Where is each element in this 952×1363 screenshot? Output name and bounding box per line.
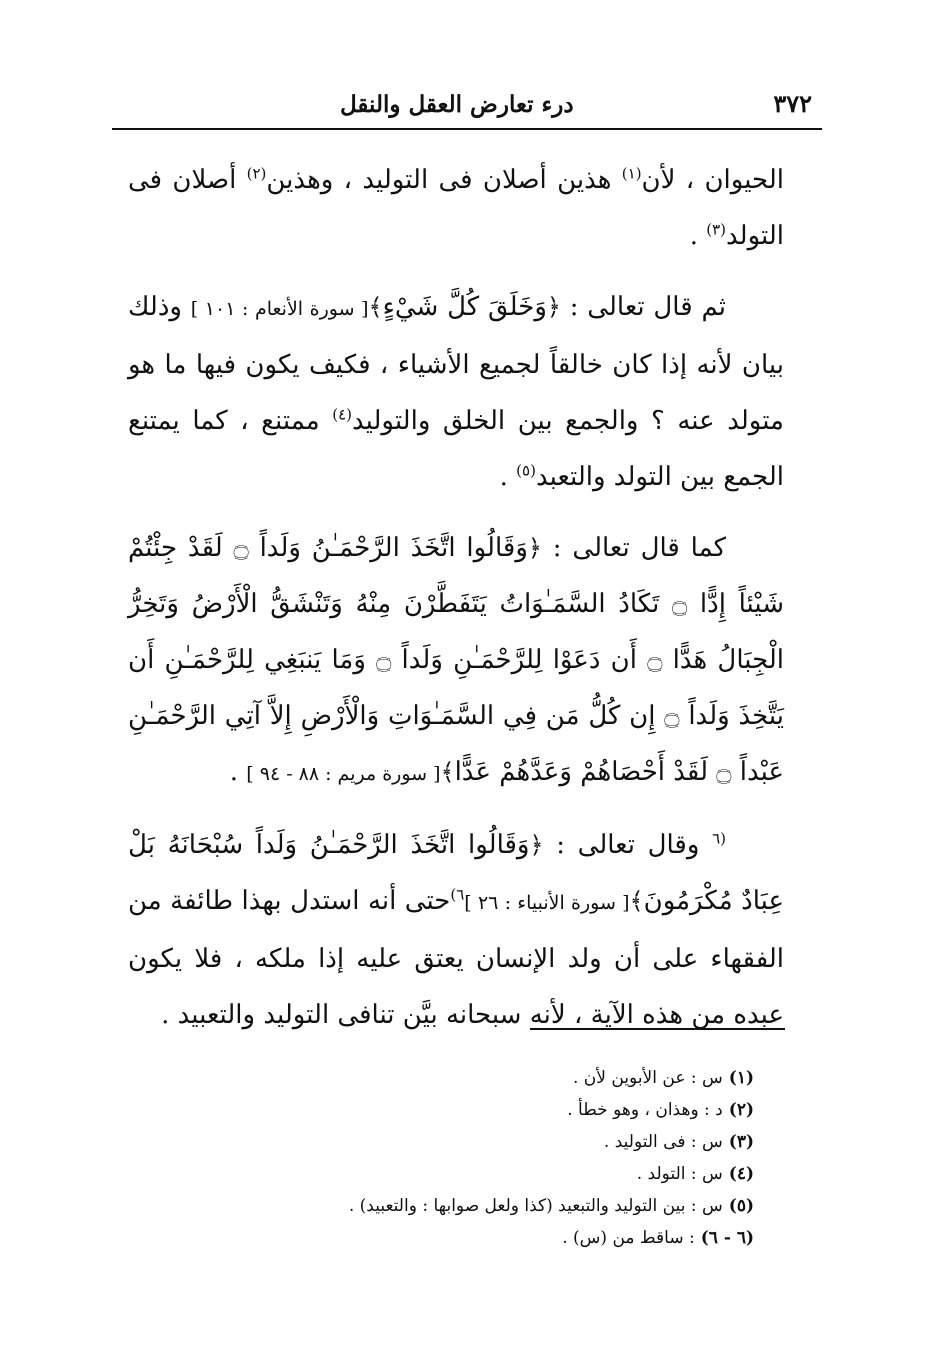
surah-reference: [ سورة مريم : ٨٨ - ٩٤ ]	[246, 763, 441, 785]
text-run: الحيوان ، لأن	[641, 165, 784, 195]
footnote-item	[194, 1094, 754, 1126]
footnote-marker: (٣)	[706, 220, 726, 239]
text-run: هذين أصلان فى التوليد ، وهذين	[266, 165, 622, 195]
footnote-number: (٣)	[728, 1132, 754, 1152]
text-run: ثم قال تعالى :	[560, 292, 726, 322]
text-run: .	[229, 757, 247, 787]
surah-reference: [ سورة الأنبياء : ٢٦ ]	[464, 892, 630, 914]
running-title: درء تعارض العقل والنقل	[340, 91, 574, 118]
footnote-item	[194, 1190, 754, 1222]
footnote-number: (٦ - ٦)	[700, 1228, 754, 1248]
paragraph-1	[128, 152, 784, 264]
footnote-marker: (٢)	[246, 164, 267, 183]
paragraph-3	[128, 520, 784, 802]
footnote-marker: (٥)	[516, 461, 536, 480]
text-run: ممتنع ، كما يمتنع الجمع بين التولد والتعبد	[128, 406, 784, 492]
text-run: وذلك بيان لأنه إذا كان خالقاً لجميع الأشياء ، فكيف يكون فيها ما هو متولد عنه ؟ والجمع بين الخلق والتوليد	[128, 292, 784, 436]
text-run: وقال تعالى :	[543, 830, 713, 860]
surah-reference: [ سورة الأنعام : ١٠١ ]	[190, 298, 369, 320]
footnote-item	[194, 1222, 754, 1254]
text-run: كما قال تعالى :	[541, 533, 726, 563]
text-run: أصلان فى التولد	[128, 165, 784, 251]
footnote-number: (٤)	[728, 1164, 754, 1184]
header-rule	[112, 128, 822, 130]
footnote-marker: (٤)	[332, 405, 352, 424]
footnote-rule	[530, 1028, 785, 1030]
paragraph-4	[128, 817, 784, 1043]
footnote-text: : ساقط من (س) .	[562, 1228, 695, 1248]
text-run: .	[689, 221, 707, 251]
quran-bracket-close: ﴾	[440, 758, 455, 786]
footnote-marker: ٦)	[450, 885, 465, 904]
footnote-item	[194, 1062, 754, 1094]
page-header	[110, 78, 822, 118]
quran-verse: وَقَالُوا اتَّخَذَ الرَّحْمَـٰنُ وَلَداً ۝ لَقَدْ جِئْتُمْ شَيْئاً إِدًّا ۝ تَكَادُ السَّمَـٰوَاتُ يَتَفَطَّرْنَ مِنْهُ وَتَنْشَقُّ الْأَرْضُ وَتَخِرُّ الْجِبَالُ هَدًّا ۝ أَن دَعَوْا لِلرَّحْمَـٰنِ وَلَداً ۝ وَمَا يَنبَغِي لِلرَّحْمَـٰنِ أَن يَتَّخِذَ وَلَداً ۝ إِن كُلُّ مَن فِي السَّمَـٰوَاتِ وَالْأَرْضِ إِلاَّ آتِي الرَّحْمَـٰنِ عَبْداً ۝ لَقَدْ أَحْصَاهُمْ وَعَدَّهُمْ عَدًّا	[128, 533, 785, 787]
quran-verse: وَقَالُوا اتَّخَذَ الرَّحْمَـٰنُ وَلَداً سُبْحَانَهُ بَلْ عِبَادٌ مُكْرَمُونَ	[128, 830, 784, 916]
main-text	[128, 152, 784, 1058]
quran-verse: وَخَلَقَ كُلَّ شَيْءٍ	[382, 292, 547, 322]
footnote-number: (٢)	[728, 1100, 754, 1120]
quran-bracket-close: ﴾	[629, 887, 644, 915]
footnote-marker: (١)	[621, 164, 642, 183]
footnote-text: س : فى التوليد .	[603, 1132, 723, 1152]
page-number: ٣٧٢	[773, 89, 812, 118]
quran-bracket-open: ﴿	[546, 293, 561, 321]
footnotes	[194, 1062, 754, 1254]
paragraph-2	[128, 279, 784, 505]
footnote-text: س : عن الأبوين لأن .	[572, 1068, 723, 1088]
footnote-text: س : بين التوليد والتبعيد (كذا ولعل صوابها : والتعبيد) .	[348, 1196, 723, 1216]
footnote-item	[194, 1158, 754, 1190]
footnote-text: س : التولد .	[636, 1164, 723, 1184]
footnote-text: د : وهذان ، وهو خطأ .	[567, 1100, 723, 1120]
quran-bracket-close: ﴾	[368, 293, 383, 321]
quran-bracket-open: ﴿	[529, 831, 544, 859]
footnote-marker: (٦	[712, 829, 726, 848]
footnote-number: (٥)	[728, 1196, 754, 1216]
footnote-item	[194, 1126, 754, 1158]
quran-bracket-open: ﴿	[527, 534, 542, 562]
footnote-number: (١)	[728, 1068, 754, 1088]
text-run: .	[499, 462, 517, 492]
text-run: حتى أنه استدل بهذا طائفة من الفقهاء على أن ولد الإنسان يعتق عليه إذا ملكه ، فلا يكون عبده من هذه الآية ، لأنه سبحانه بيَّن تنافى التوليد والتعبيد .	[128, 886, 784, 1030]
